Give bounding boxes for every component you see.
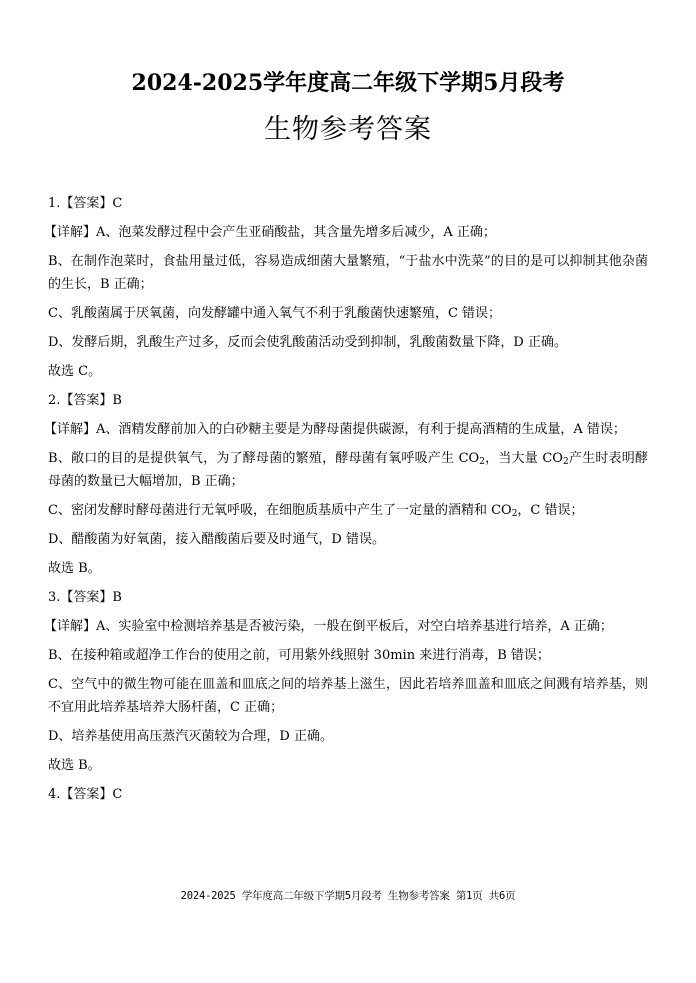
document-subtitle: 生物参考答案 [264,114,432,145]
q4-answer: 4.【答案】C [48,787,123,802]
q1-detail-a: 【详解】A、泡菜发酵过程中会产生亚硝酸盐，其含量先增多后减少，A 正确； [44,225,496,240]
q2-b-subscript-2: 2 [562,457,569,467]
q3-option-b: B、在接种箱或超净工作台的使用之前，可用紫外线照射 30min 来进行消毒，B 错误； [48,648,550,663]
q2-answer: 2.【答案】B [48,393,122,408]
q1-answer: 1.【答案】C [48,196,123,211]
q2-c-subscript: 2 [511,509,518,519]
q2-b-text-2: ，当大量 CO [484,451,563,466]
q1-option-d: D、发酵后期，乳酸生产过多，反而会使乳酸菌活动受到抑制，乳酸菌数量下降，D 正确。 [48,335,567,350]
q2-c-text-2: ，C 错误； [517,503,584,518]
q2-option-d: D、醋酸菌为好氧菌，接入醋酸菌后要及时通气，D 错误。 [48,532,385,547]
answers-content [44,192,648,812]
q2-c-text-1: C、密闭发酵时酵母菌进行无氧呼吸，在细胞质基质中产生了一定量的酒精和 CO [48,503,512,518]
q2-b-text-3: 产生时表明酵母菌的数量已大幅增加，B 正确； [48,451,648,489]
q3-option-d: D、培养基使用高压蒸汽灭菌较为合理，D 正确。 [48,729,333,744]
q2-option-b [48,447,648,493]
q3-choice: 故选 B。 [48,758,101,773]
q2-b-text-1: B、敞口的目的是提供氧气，为了酵母菌的繁殖，酵母菌有氧呼吸产生 CO [48,451,480,466]
q2-choice: 故选 B。 [48,561,101,576]
q2-b-subscript-1: 2 [479,457,485,467]
document-title: 2024-2025学年度高二年级下学期5月段考 [131,70,565,96]
q2-detail-a: 【详解】A、酒精发酵前加入的白砂糖主要是为酵母菌提供碳源，有利于提高酒精的生成量，A 错误； [44,422,626,437]
q1-option-c: C、乳酸菌属于厌氧菌，向发酵罐中通入氧气不利于乳酸菌快速繁殖，C 错误； [48,306,502,321]
q3-answer: 3.【答案】B [48,590,122,605]
q1-choice: 故选 C。 [48,364,102,379]
page-footer: 2024-2025 学年度高二年级下学期5月段考 生物参考答案 第1页 共6页 [180,890,516,902]
q2-option-c [48,499,648,522]
q3-detail-a: 【详解】A、实验室中检测培养基是否被污染，一般在倒平板后，对空白培养基进行培养，A 正确； [44,619,613,634]
q3-option-c: C、空气中的微生物可能在皿盖和皿底之间的培养基上滋生，因此若培养皿盖和皿底之间溅有培养基，则不宜用此培养基培养大肠杆菌，C 正确； [48,677,648,715]
q1-option-b: B、在制作泡菜时，食盐用量过低，容易造成细菌大量繁殖，“于盐水中洗菜”的目的是可以抑制其他杂菌的生长，B 正确； [48,254,648,292]
